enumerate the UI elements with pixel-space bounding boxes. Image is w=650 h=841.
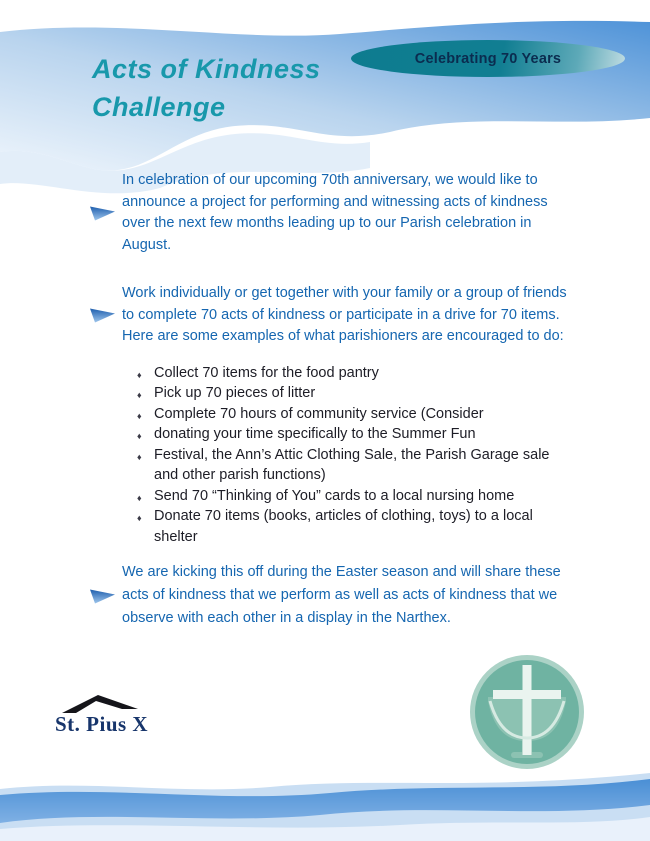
paragraph-arrow-icon <box>90 204 116 223</box>
bullet-item: ♦ donating your time specifically to the Summer Fun <box>136 424 572 445</box>
footer-wave-graphic <box>0 761 650 841</box>
paragraph-arrow-icon <box>90 586 116 605</box>
bullet-item: ♦ Collect 70 items for the food pantry <box>136 363 572 384</box>
bullet-item: ♦ Donate 70 items (books, articles of clothing, toys) to a local shelter <box>136 506 572 547</box>
bullet-item: ♦ Pick up 70 pieces of litter <box>136 383 572 404</box>
intro-paragraph-text: In celebration of our upcoming 70th anniversary, we would like to announce a project for performing and witnessing acts of kindness over the next few months leading up to our Parish celebration in August. <box>122 172 548 253</box>
paragraph-arrow-icon <box>90 306 116 325</box>
challenge-paragraph-text: Work individually or get together with your family or a group of friends to complete 70 acts of kindness or participate in a drive for 70 items. Here are some examples of what parishioners are encouraged to do: <box>122 285 567 344</box>
page-title-line2: Challenge <box>92 92 226 122</box>
roof-icon <box>62 694 142 714</box>
kickoff-paragraph-text: We are kicking this off during the Easter season and will share these acts of kindness that we perform as well as acts of kindness that we observe with each other in a display in the Narthex. <box>122 564 561 626</box>
bullet-item: ♦ Send 70 “Thinking of You” cards to a local nursing home <box>136 486 572 507</box>
parish-name-logo: St. Pius X <box>55 712 149 736</box>
challenge-paragraph <box>122 283 572 348</box>
anniversary-badge <box>351 40 625 77</box>
intro-paragraph <box>122 170 572 256</box>
bullet-item: ♦ Complete 70 hours of community service (Consider <box>136 404 572 425</box>
body-content <box>122 170 572 657</box>
bullet-list <box>136 363 572 548</box>
page-title <box>92 50 321 126</box>
bullet-item: ♦ Festival, the Ann’s Attic Clothing Sale, the Parish Garage sale and other parish functions) <box>136 445 572 486</box>
parish-cross-logo <box>468 653 586 771</box>
page-title-line1: Acts of Kindness <box>92 54 321 84</box>
kickoff-paragraph <box>122 561 572 630</box>
anniversary-badge-label: Celebrating 70 Years <box>414 50 562 67</box>
